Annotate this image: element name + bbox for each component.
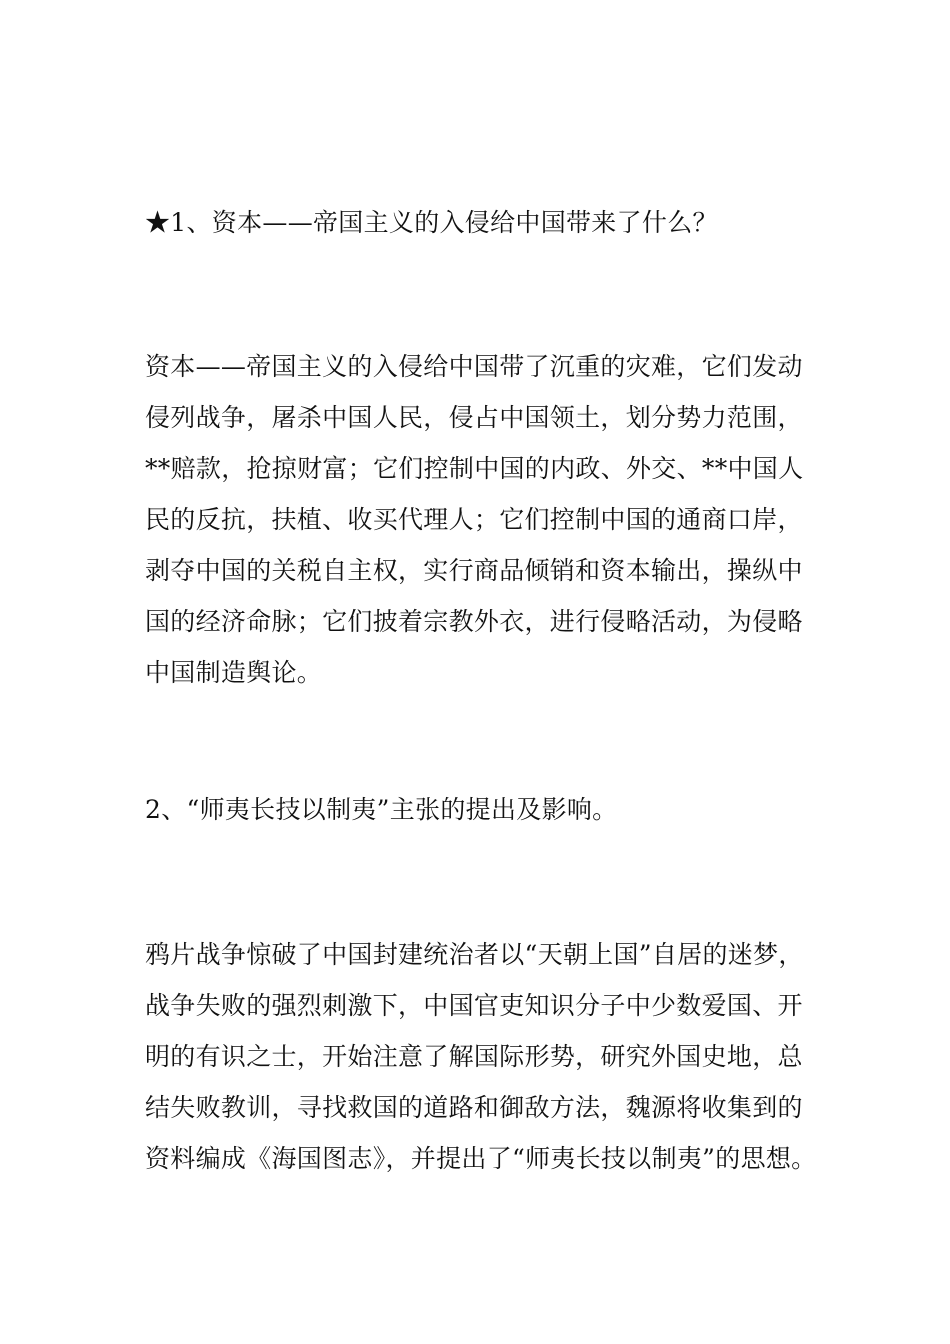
answer-2-paragraph: 鸦片战争惊破了中国封建统治者以“天朝上国”自居的迷梦，战争失败的强烈刺激下，中国官吏知识分子中少数爱国、开明的有识之士，开始注意了解国际形势，研究外国史地，总结失败教训，寻找救国的道路和御敌方法，魏源将收集到的资料编成《海国图志》，并提出了“师夷长技以制夷”的思想。 [145,940,817,1173]
answer-1-paragraph: 资本——帝国主义的入侵给中国带了沉重的灾难，它们发动侵列战争，屠杀中国人民，侵占中国领土，划分势力范围，**赔款，抢掠财富；它们控制中国的内政、外交、**中国人民的反抗，扶植、收买代理人；它们控制中国的通商口岸，剥夺中国的关税自主权，实行商品倾销和资本输出，操纵中国的经济命脉；它们披着宗教外衣，进行侵略活动，为侵略中国制造舆论。 [145,352,804,687]
question-2-heading: 2、“师夷长技以制夷”主张的提出及影响。 [145,795,618,824]
question-1-heading: ★1、资本——帝国主义的入侵给中国带来了什么？ [145,208,718,237]
